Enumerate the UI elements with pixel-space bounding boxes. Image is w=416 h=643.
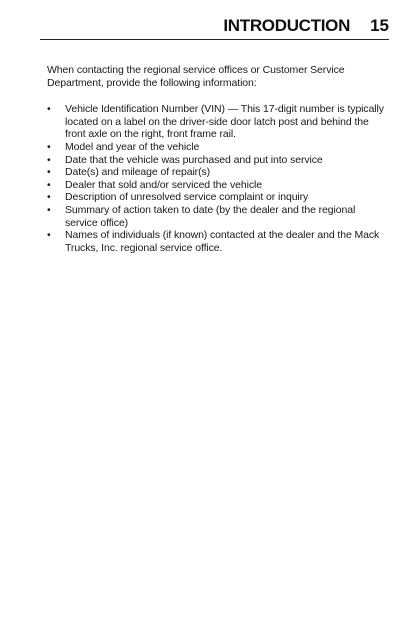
page-number: 15	[370, 16, 389, 35]
bullet-icon: •	[47, 140, 51, 153]
list-item-text: Names of individuals (if known) contacted at the dealer and the Mack Trucks, Inc. regional service office.	[65, 229, 380, 254]
list-item	[47, 229, 389, 254]
list-item	[47, 191, 389, 204]
bullet-icon: •	[47, 166, 51, 179]
list-item-text: Date(s) and mileage of repair(s)	[65, 166, 211, 179]
required-info-list	[47, 103, 389, 254]
list-item	[47, 179, 389, 192]
bullet-icon: •	[47, 229, 51, 242]
list-item-text: Model and year of the vehicle	[65, 140, 200, 153]
list-item-text: Vehicle Identification Number (VIN) — This 17-digit number is typically located on a label on the driver-side door latch post and behind the front axle on the right, front frame rail.	[65, 103, 384, 141]
list-item	[47, 154, 389, 167]
bullet-icon: •	[47, 203, 51, 216]
list-item	[47, 166, 389, 179]
intro-paragraph: When contacting the regional service offices or Customer Service Department, provide the following information:	[47, 64, 345, 89]
list-item	[47, 141, 389, 154]
page-header	[40, 14, 389, 40]
page-content	[47, 64, 389, 254]
bullet-icon: •	[47, 103, 51, 116]
list-item-text: Description of unresolved service complaint or inquiry	[65, 191, 309, 204]
list-item-text: Date that the vehicle was purchased and put into service	[65, 153, 323, 166]
list-item-text: Summary of action taken to date (by the dealer and the regional service office)	[65, 203, 356, 229]
list-item	[47, 103, 389, 141]
bullet-icon: •	[47, 178, 51, 191]
list-item	[47, 204, 389, 229]
bullet-icon: •	[47, 153, 51, 166]
list-item-text: Dealer that sold and/or serviced the vehicle	[65, 178, 262, 191]
section-title: INTRODUCTION	[223, 16, 351, 35]
bullet-icon: •	[47, 191, 51, 204]
